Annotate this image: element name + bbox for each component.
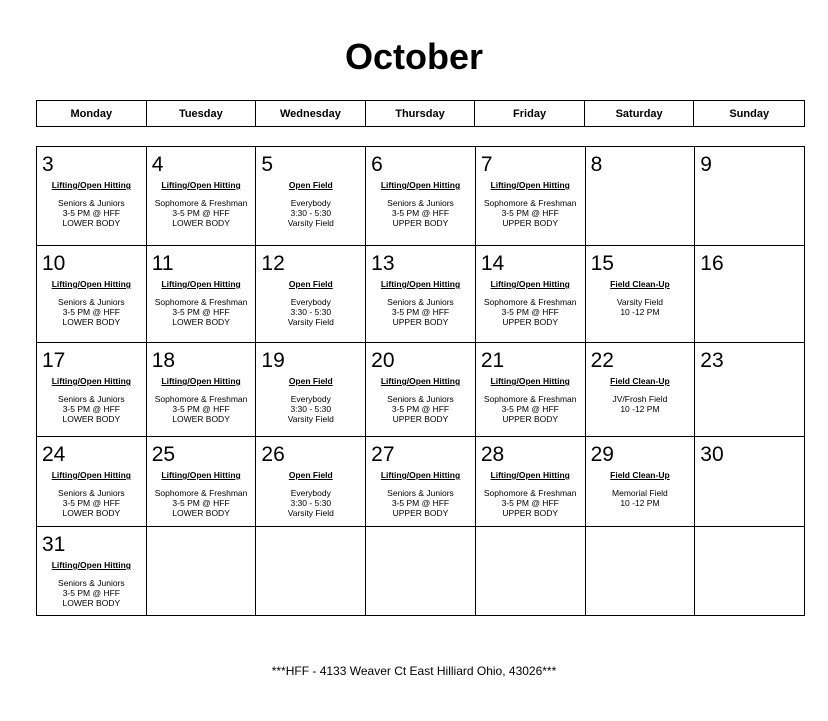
empty-day-cell — [366, 527, 476, 616]
day-number: 7 — [480, 153, 493, 176]
event-detail-line: 3-5 PM @ HFF — [501, 307, 559, 317]
event-title: Lifting/Open Hitting — [161, 279, 241, 289]
weekday-header — [36, 100, 805, 127]
event-detail-line: 3-5 PM @ HFF — [62, 307, 120, 317]
event-detail-line: 3-5 PM @ HFF — [172, 404, 230, 414]
event-detail-line: LOWER BODY — [62, 598, 121, 608]
calendar-grid — [36, 146, 805, 616]
event-detail-line: Varsity Field — [616, 297, 663, 307]
event-detail-line: Varsity Field — [287, 508, 334, 518]
day-cell-20 — [366, 343, 476, 437]
day-cell-5 — [256, 147, 366, 246]
event — [37, 180, 146, 228]
event — [586, 279, 695, 317]
event-title: Field Clean-Up — [610, 470, 670, 480]
event-detail-line: Everybody — [290, 198, 331, 208]
event-title: Lifting/Open Hitting — [51, 180, 132, 190]
event-detail-line: UPPER BODY — [502, 218, 559, 228]
event-detail-line: JV/Frosh Field — [612, 394, 668, 404]
weekday-tuesday: Tuesday — [147, 101, 257, 126]
day-cell-31 — [37, 527, 147, 616]
event-detail-line: Sophomore & Freshman — [154, 394, 248, 404]
event-detail-line: 3-5 PM @ HFF — [172, 208, 230, 218]
day-cell-6 — [366, 147, 476, 246]
event — [256, 470, 365, 518]
event-title: Lifting/Open Hitting — [380, 180, 461, 190]
day-cell-13 — [366, 246, 476, 343]
day-cell-14 — [476, 246, 586, 343]
day-number: 14 — [480, 252, 505, 275]
event-title: Open Field — [288, 279, 333, 289]
event-detail-line: LOWER BODY — [62, 317, 121, 327]
day-number: 18 — [151, 349, 176, 372]
event-detail-line: Seniors & Juniors — [387, 198, 454, 208]
day-number: 9 — [700, 153, 712, 176]
day-number: 3 — [42, 153, 54, 176]
event-title: Field Clean-Up — [610, 279, 670, 289]
day-cell-18 — [147, 343, 257, 437]
event-detail-line: 3-5 PM @ HFF — [62, 588, 120, 598]
event — [586, 470, 695, 508]
day-number: 8 — [590, 153, 603, 176]
event-detail-line: Seniors & Juniors — [58, 297, 125, 307]
event — [147, 470, 256, 518]
event-detail-line: 3-5 PM @ HFF — [391, 208, 450, 218]
day-number: 13 — [371, 252, 395, 275]
event — [366, 279, 475, 327]
event-detail-line: 3:30 - 5:30 — [290, 208, 332, 218]
event-detail-line: UPPER BODY — [392, 218, 449, 228]
event-detail-line: Sophomore & Freshman — [483, 488, 577, 498]
event-detail-line: 3:30 - 5:30 — [290, 404, 332, 414]
event-title: Lifting/Open Hitting — [161, 180, 241, 190]
event-detail-line: Sophomore & Freshman — [154, 488, 248, 498]
day-cell-16 — [695, 246, 805, 343]
event-detail-line: 3-5 PM @ HFF — [62, 404, 120, 414]
event — [256, 279, 365, 327]
event — [476, 376, 585, 424]
weekday-friday: Friday — [475, 101, 585, 126]
event-detail-line: 10 -12 PM — [620, 307, 660, 317]
day-cell-23 — [695, 343, 805, 437]
day-number: 11 — [151, 252, 174, 275]
day-number: 23 — [700, 349, 724, 372]
event-detail-line: Varsity Field — [287, 414, 334, 424]
day-cell-8 — [586, 147, 696, 246]
day-cell-26 — [256, 437, 366, 527]
event-detail-line: 3-5 PM @ HFF — [391, 498, 450, 508]
empty-day-cell — [695, 527, 805, 616]
event-title: Lifting/Open Hitting — [490, 470, 570, 480]
day-number: 10 — [42, 252, 66, 275]
day-number: 30 — [700, 443, 724, 466]
day-number: 28 — [480, 443, 505, 466]
day-cell-4 — [147, 147, 257, 246]
event-detail-line: Memorial Field — [612, 488, 668, 498]
day-number: 24 — [42, 443, 66, 466]
day-number: 4 — [151, 153, 164, 176]
event-detail-line: UPPER BODY — [502, 414, 559, 424]
event-detail-line: Seniors & Juniors — [58, 578, 125, 588]
event-title: Lifting/Open Hitting — [490, 279, 570, 289]
event-detail-line: Everybody — [290, 488, 331, 498]
event — [366, 470, 475, 518]
event-detail-line: 3:30 - 5:30 — [290, 498, 332, 508]
event-detail-line: Seniors & Juniors — [387, 394, 454, 404]
weekday-sunday: Sunday — [729, 107, 770, 120]
event-detail-line: Seniors & Juniors — [58, 488, 125, 498]
event-detail-line: UPPER BODY — [392, 317, 449, 327]
day-number: 15 — [590, 252, 614, 275]
day-number: 29 — [590, 443, 614, 466]
event-detail-line: 3-5 PM @ HFF — [391, 404, 450, 414]
event-detail-line: Varsity Field — [287, 317, 334, 327]
day-cell-19 — [256, 343, 366, 437]
day-number: 25 — [151, 443, 176, 466]
day-cell-10 — [37, 246, 147, 343]
event-detail-line: 3-5 PM @ HFF — [501, 208, 559, 218]
weekday-monday: Monday — [37, 101, 147, 126]
day-cell-15 — [586, 246, 696, 343]
event-detail-line: UPPER BODY — [502, 508, 559, 518]
event-detail-line: Sophomore & Freshman — [483, 297, 577, 307]
weekday-thursday: Thursday — [366, 101, 476, 126]
event-title: Field Clean-Up — [610, 376, 670, 386]
event-detail-line: Seniors & Juniors — [387, 297, 454, 307]
event-detail-line: 3-5 PM @ HFF — [391, 307, 450, 317]
day-number: 12 — [261, 252, 285, 275]
day-number: 6 — [371, 153, 383, 176]
day-cell-27 — [366, 437, 476, 527]
day-number: 22 — [590, 349, 614, 372]
event-detail-line: 3-5 PM @ HFF — [62, 498, 120, 508]
event-title: Lifting/Open Hitting — [51, 560, 132, 570]
event — [366, 376, 475, 424]
event-detail-line: Sophomore & Freshman — [483, 198, 577, 208]
day-cell-28 — [476, 437, 586, 527]
event-title: Lifting/Open Hitting — [161, 470, 241, 480]
day-number: 21 — [480, 349, 505, 372]
event — [147, 279, 256, 327]
event-title: Lifting/Open Hitting — [380, 376, 461, 386]
event-title: Lifting/Open Hitting — [380, 470, 461, 480]
day-cell-25 — [147, 437, 257, 527]
weekday-saturday: Saturday — [585, 101, 695, 126]
event-title: Open Field — [288, 470, 333, 480]
event-title: Lifting/Open Hitting — [51, 470, 132, 480]
event — [476, 180, 585, 228]
event — [147, 376, 256, 424]
event-detail-line: 10 -12 PM — [620, 404, 660, 414]
day-number: 31 — [42, 533, 66, 556]
event — [476, 279, 585, 327]
event-title: Lifting/Open Hitting — [490, 180, 570, 190]
event-detail-line: 3-5 PM @ HFF — [172, 307, 230, 317]
event-title: Lifting/Open Hitting — [161, 376, 241, 386]
event — [586, 376, 695, 414]
address-footer: ***HFF - 4133 Weaver Ct East Hilliard Ohio, 43026*** — [271, 664, 557, 678]
event-detail-line: LOWER BODY — [62, 508, 121, 518]
event-detail-line: LOWER BODY — [172, 317, 230, 327]
day-cell-11 — [147, 246, 257, 343]
event-title: Lifting/Open Hitting — [51, 376, 132, 386]
event-detail-line: 10 -12 PM — [620, 498, 660, 508]
empty-day-cell — [586, 527, 696, 616]
day-cell-21 — [476, 343, 586, 437]
day-cell-3 — [37, 147, 147, 246]
event — [37, 470, 146, 518]
day-cell-9 — [695, 147, 805, 246]
event-detail-line: 3-5 PM @ HFF — [501, 498, 559, 508]
weekday-wednesday: Wednesday — [256, 101, 366, 126]
event — [366, 180, 475, 228]
event — [147, 180, 256, 228]
event — [476, 470, 585, 518]
empty-day-cell — [147, 527, 257, 616]
day-number: 20 — [371, 349, 395, 372]
event — [37, 560, 146, 608]
day-number: 17 — [42, 349, 66, 372]
day-cell-17 — [37, 343, 147, 437]
empty-day-cell — [256, 527, 366, 616]
day-number: 16 — [700, 252, 724, 275]
day-cell-24 — [37, 437, 147, 527]
day-cell-22 — [586, 343, 696, 437]
event-detail-line: 3-5 PM @ HFF — [501, 404, 559, 414]
event-title: Lifting/Open Hitting — [380, 279, 461, 289]
event-detail-line: UPPER BODY — [392, 414, 449, 424]
event-detail-line: LOWER BODY — [172, 218, 230, 228]
event-detail-line: LOWER BODY — [62, 414, 121, 424]
event-title: Lifting/Open Hitting — [51, 279, 132, 289]
day-cell-7 — [476, 147, 586, 246]
month-title: October — [344, 36, 484, 77]
event-detail-line: 3-5 PM @ HFF — [172, 498, 230, 508]
day-cell-29 — [586, 437, 696, 527]
event-title: Open Field — [288, 376, 333, 386]
day-number: 19 — [261, 349, 285, 372]
event-detail-line: Varsity Field — [287, 218, 334, 228]
event-detail-line: Everybody — [290, 297, 331, 307]
event-detail-line: Seniors & Juniors — [58, 198, 125, 208]
event-detail-line: Everybody — [290, 394, 331, 404]
event-detail-line: Sophomore & Freshman — [154, 198, 248, 208]
event — [256, 376, 365, 424]
event-title: Lifting/Open Hitting — [490, 376, 570, 386]
event-detail-line: UPPER BODY — [502, 317, 559, 327]
event-detail-line: LOWER BODY — [62, 218, 121, 228]
event — [256, 180, 365, 228]
day-number: 5 — [261, 153, 274, 176]
event-detail-line: Sophomore & Freshman — [154, 297, 248, 307]
event — [37, 279, 146, 327]
empty-day-cell — [476, 527, 586, 616]
event-detail-line: 3-5 PM @ HFF — [62, 208, 120, 218]
day-number: 27 — [371, 443, 395, 466]
event-detail-line: UPPER BODY — [392, 508, 449, 518]
event-detail-line: LOWER BODY — [172, 508, 230, 518]
event-detail-line: Seniors & Juniors — [58, 394, 125, 404]
event — [37, 376, 146, 424]
event-title: Open Field — [288, 180, 333, 190]
day-cell-12 — [256, 246, 366, 343]
day-number: 26 — [261, 443, 285, 466]
day-cell-30 — [695, 437, 805, 527]
event-detail-line: LOWER BODY — [172, 414, 230, 424]
event-detail-line: 3:30 - 5:30 — [290, 307, 332, 317]
event-detail-line: Sophomore & Freshman — [483, 394, 577, 404]
event-detail-line: Seniors & Juniors — [387, 488, 454, 498]
